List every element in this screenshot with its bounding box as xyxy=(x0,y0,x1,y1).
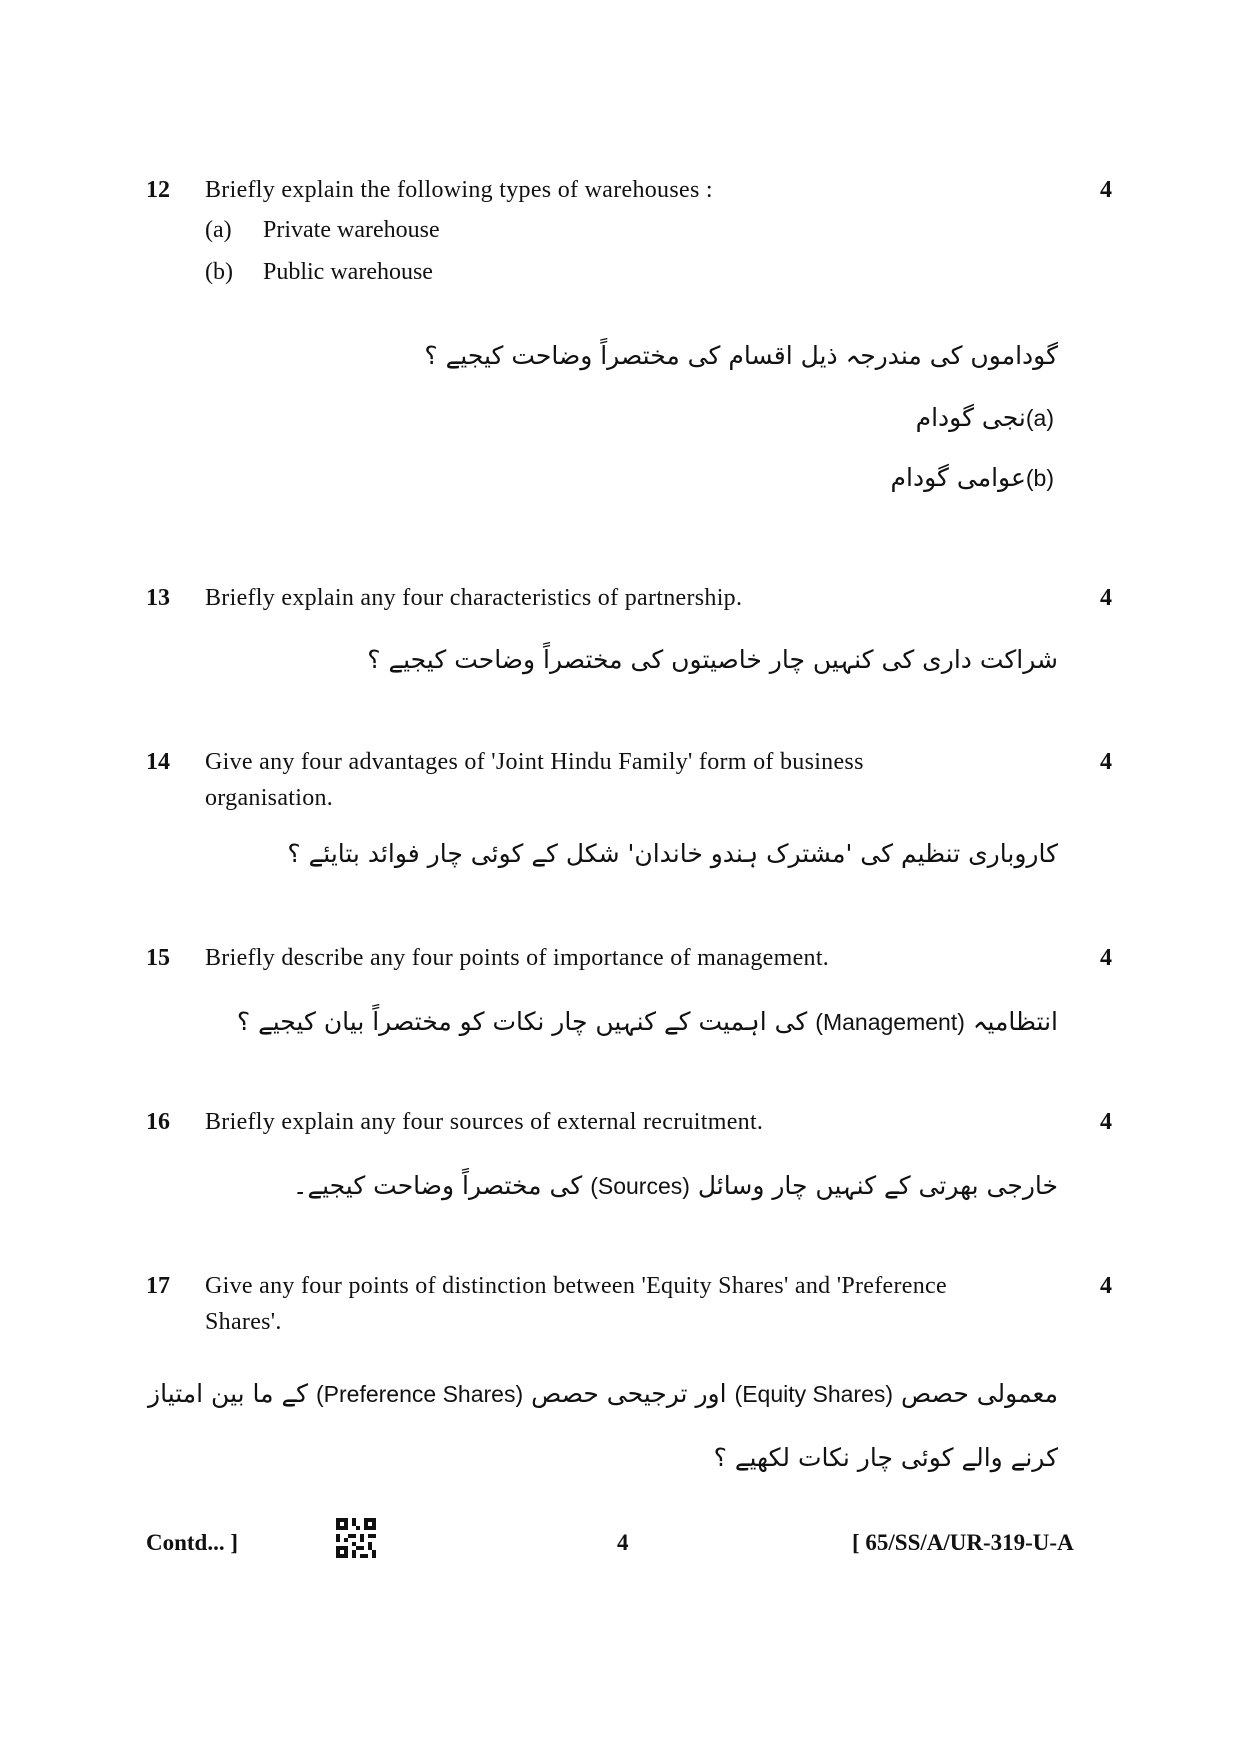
question-number: 12 xyxy=(146,177,170,203)
question-marks: 4 xyxy=(1100,585,1112,611)
urdu-question-text-line-2: کرنے والے کوئی چار نکات لکھیے ؟ xyxy=(713,1443,1058,1472)
urdu-subitem-label: (a) xyxy=(1025,405,1054,431)
page-number: 4 xyxy=(617,1530,629,1555)
urdu-text-part: کی مختصراً وضاحت کیجیے۔ xyxy=(292,1171,583,1200)
urdu-subitem-label: (b) xyxy=(1025,465,1054,491)
question-marks: 4 xyxy=(1100,945,1112,971)
urdu-question-text: کاروباری تنظیم کی 'مشترک ہندو خاندان' شکل کے کوئی چار فوائد بتایئے ؟ xyxy=(287,839,1058,868)
page-footer xyxy=(0,1530,1240,1570)
question-number: 13 xyxy=(146,585,170,611)
subitem-text: Public warehouse xyxy=(263,259,433,285)
subitem-b xyxy=(205,254,433,290)
question-number: 15 xyxy=(146,945,170,971)
question-text: Give any four points of distinction between 'Equity Shares' and 'Preference Shares'. xyxy=(205,1273,947,1335)
urdu-text-part: خارجی بھرتی کے کنہیں چار وسائل xyxy=(697,1171,1058,1200)
urdu-question-text xyxy=(293,1164,1058,1208)
question-marks: 4 xyxy=(1100,749,1112,775)
continued-label: Contd... ] xyxy=(146,1530,239,1555)
urdu-question-text xyxy=(237,1000,1058,1044)
urdu-text-part: کے ما بین امتیاز xyxy=(148,1379,309,1408)
subitem-a xyxy=(205,212,440,248)
urdu-question-text-line-1 xyxy=(148,1372,1058,1416)
urdu-subitem-text: نجی گودام xyxy=(915,403,1026,432)
question-text: Briefly explain any four characteristics of partnership. xyxy=(205,585,743,611)
question-text: Briefly explain the following types of warehouses : xyxy=(205,177,713,203)
urdu-question-text: شراکت داری کی کنہیں چار خاصیتوں کی مختصراً وضاحت کیجیے ؟ xyxy=(367,645,1058,674)
urdu-english-term: (Management) xyxy=(815,1009,965,1035)
qr-code-icon xyxy=(336,1518,376,1558)
urdu-text-part: معمولی حصص xyxy=(901,1379,1058,1408)
question-marks: 4 xyxy=(1100,1273,1112,1299)
urdu-text-part: کی اہمیت کے کنہیں چار نکات کو مختصراً بیان کیجیے ؟ xyxy=(236,1007,808,1036)
question-text: Briefly explain any four sources of external recruitment. xyxy=(205,1109,764,1135)
subitem-text: Private warehouse xyxy=(263,217,440,243)
urdu-english-term: (Sources) xyxy=(590,1173,690,1199)
question-marks: 4 xyxy=(1100,1109,1112,1135)
question-number: 14 xyxy=(146,749,170,775)
question-text: Give any four advantages of 'Joint Hindu Family' form of business organisation. xyxy=(205,749,864,811)
question-number: 16 xyxy=(146,1109,170,1135)
question-marks: 4 xyxy=(1100,177,1112,203)
urdu-subitem-text: عوامی گودام xyxy=(890,463,1026,492)
urdu-english-term: (Equity Shares) xyxy=(734,1381,894,1407)
urdu-text-part: اور ترجیحی حصص xyxy=(531,1379,727,1408)
subitem-label: (b) xyxy=(205,259,233,285)
question-number: 17 xyxy=(146,1273,170,1299)
question-text: Briefly describe any four points of importance of management. xyxy=(205,945,830,971)
urdu-question-text: گوداموں کی مندرجہ ذیل اقسام کی مختصراً وضاحت کیجیے ؟ xyxy=(424,341,1058,370)
subitem-label: (a) xyxy=(205,217,232,243)
urdu-subitem-b xyxy=(869,456,1054,501)
urdu-subitem-a xyxy=(894,396,1054,441)
urdu-english-term: (Preference Shares) xyxy=(316,1381,524,1407)
paper-code: [ 65/SS/A/UR-319-U-A xyxy=(852,1530,1074,1555)
urdu-text-part: انتظامیہ xyxy=(972,1007,1058,1036)
